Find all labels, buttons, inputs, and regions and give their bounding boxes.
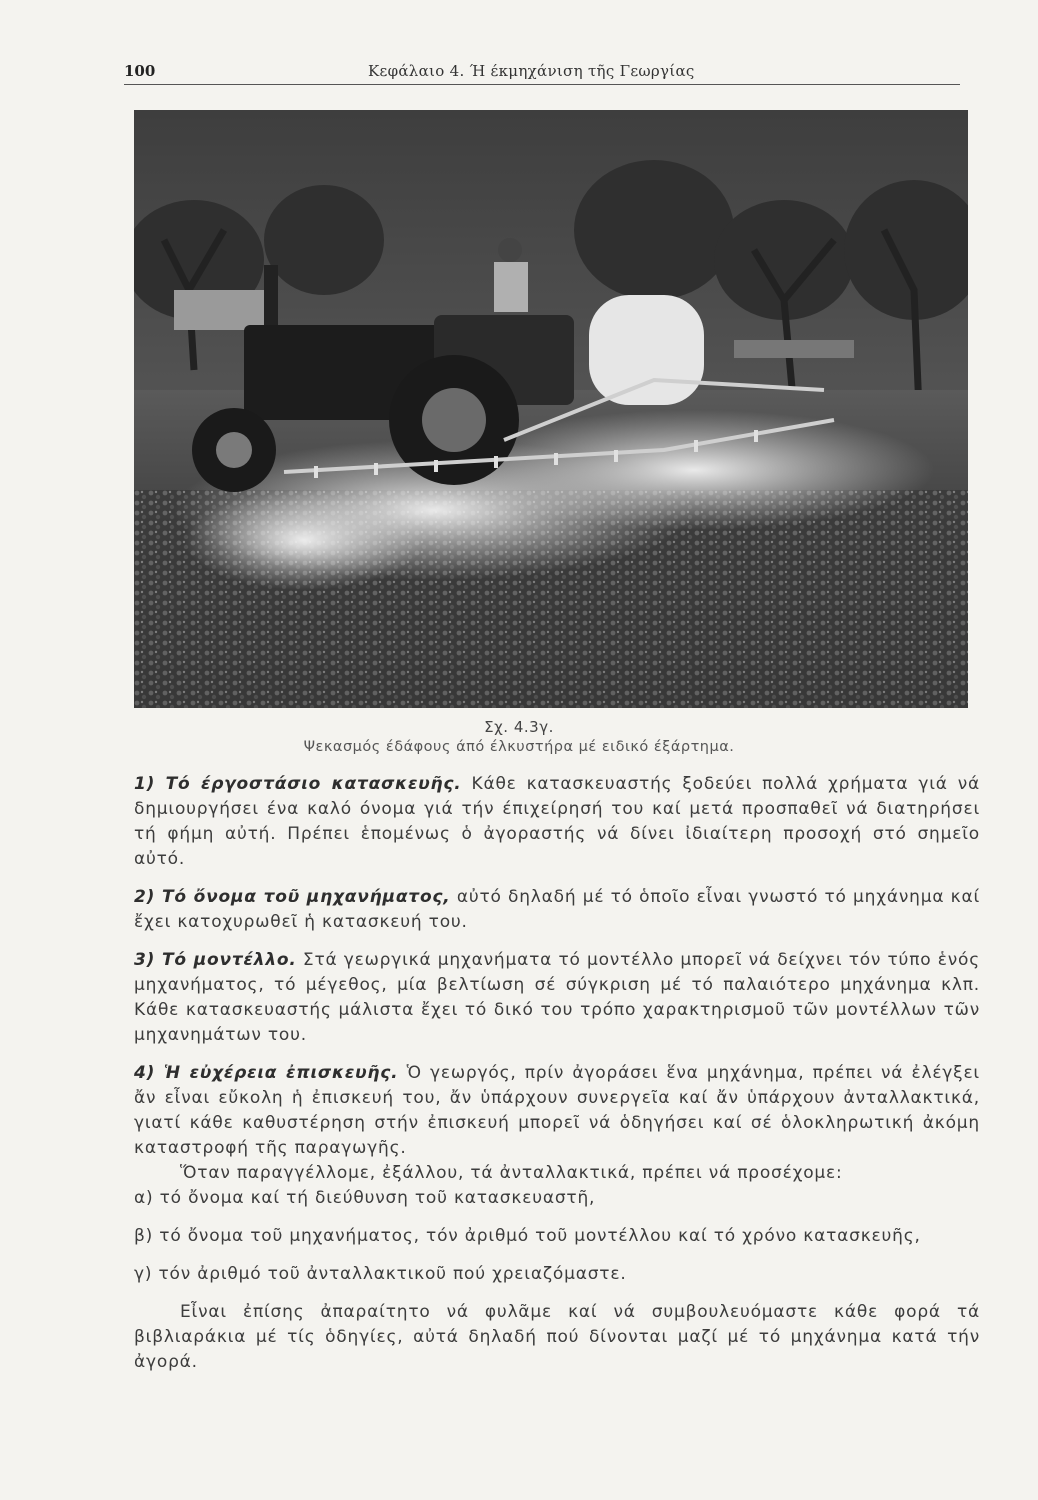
- section-text: Ὁ γεωργός, πρίν ἀγοράσει ἕνα μηχάνημα, πρέπει νά ἐλέγξει ἄν εἶναι εὔκολη ἡ ἐπισκευή του, ἄν ὑπάρχουν συνεργεῖα καί ἄν ὑπάρχουν ἀνταλλακτικά, γιατί κάθε καθυστέρηση στήν ἐπισκευή μπορεῖ νά ὁδηγήσει καί σέ ὁλοκληρωτική ἀκόμη καταστροφή τῆς παραγωγῆς.: [134, 1063, 980, 1158]
- section-paragraph: [134, 1061, 980, 1161]
- figure-caption: Ψεκασμός έδάφους άπό έλκυστήρα μέ ειδικό έξάρτημα.: [303, 739, 735, 755]
- section-heading: 3) Τό μοντέλλο.: [134, 950, 297, 970]
- section-text: αὐτό δηλαδή μέ τό ὁποῖο εἶναι γνωστό τό μηχάνημα καί ἔχει κατοχυρωθεῖ ἡ κατασκευή του.: [134, 887, 980, 932]
- section-text: Στά γεωργικά μηχανήματα τό μοντέλλο μπορεῖ νά δείχνει τόν τύπο ἑνός μηχανήματος, τό μέγεθος, μία βελτίωση σέ σύγκριση μέ τό παλαιότερο μηχάνημα κλπ. Κάθε κατασκευαστής μάλιστα ἔχει τό δικό του τρόπο χαρακτηρισμοῦ τῶν μοντέλλων τῶν μηχανημάτων του.: [134, 950, 980, 1045]
- page-number: 100: [124, 62, 156, 80]
- list-item: γ) τόν ἀριθμό τοῦ ἀνταλλακτικοῦ πού χρειαζόμαστε.: [134, 1264, 627, 1284]
- ordering-intro: Ὅταν παραγγέλλομε, ἐξάλλου, τά ἀνταλλακτικά, πρέπει νά προσέχομε:: [180, 1163, 843, 1183]
- section-heading: 2) Τό ὄνομα τοῦ μηχανήματος,: [134, 887, 451, 907]
- running-head: Κεφάλαιο 4. Ή έκμηχάνιση τῆς Γεωργίας: [368, 62, 695, 80]
- closing-paragraph: Εἶναι ἐπίσης ἀπαραίτητο νά φυλᾶμε καί νά συμβουλευόμαστε κάθε φορά τά βιβλιαράκια μέ τίς ὁδηγίες, αὐτά δηλαδή πού δίνονται μαζί μέ τό μηχάνημα κατά τήν ἀγορά.: [134, 1302, 980, 1372]
- section-paragraph: [134, 772, 980, 872]
- body-text: [134, 772, 980, 1375]
- page-header: [124, 60, 960, 85]
- figure-label: Σχ. 4.3γ.: [484, 718, 554, 736]
- list-item: α) τό ὄνομα καί τή διεύθυνση τοῦ κατασκευαστῆ,: [134, 1188, 596, 1208]
- section-text: Κάθε κατασκευαστής ξοδεύει πολλά χρήματα γιά νά δημιουργήσει ένα καλό όνομα γιά τήν έπιχείρησή του καί μετά προσπαθεῖ νά διατηρήσει τή φήμη αὐτή. Πρέπει ἑπομένως ὁ ἀγοραστής νά δίνει ἰδιαίτερη προσοχή στό σημεῖο αὐτό.: [134, 774, 981, 869]
- section-paragraph: [134, 885, 980, 935]
- section-heading: 4) Ἡ εὐχέρεια ἐπισκευῆς.: [134, 1063, 399, 1083]
- figure-photo-tractor-spraying: [134, 110, 968, 708]
- section-paragraph: [134, 948, 980, 1048]
- section-heading: 1) Τό έργοστάσιο κατασκευῆς.: [134, 774, 462, 794]
- list-item: β) τό ὄνομα τοῦ μηχανήματος, τόν ἀριθμό τοῦ μοντέλλου καί τό χρόνο κατασκευῆς,: [134, 1226, 921, 1246]
